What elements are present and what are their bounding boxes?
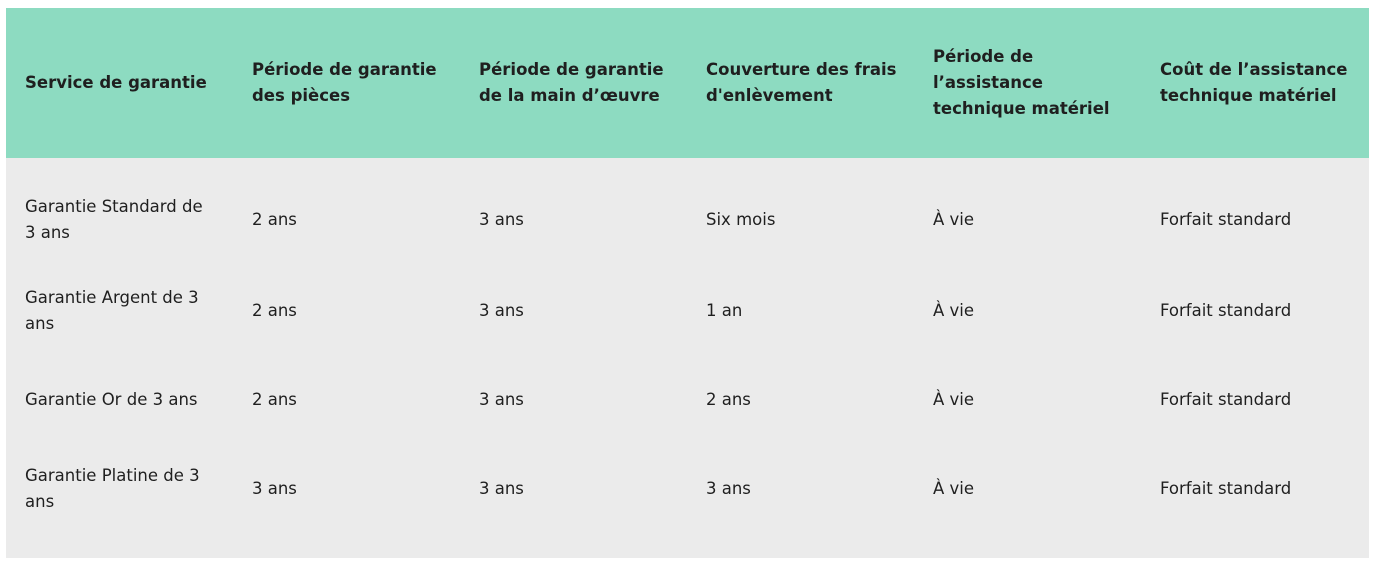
cell-removal-coverage: Six mois (706, 210, 776, 229)
cell-removal-coverage: 2 ans (706, 389, 751, 409)
header-support-cost: Coût de l’assistance technique matériel (1160, 60, 1348, 105)
cell-support-period: À vie (933, 300, 975, 320)
cell-removal-coverage: 1 an (706, 300, 743, 320)
cell-service: Garantie Or de 3 ans (25, 389, 198, 409)
table-row (6, 355, 1369, 444)
table-body (6, 158, 1369, 533)
cell-support-cost: Forfait standard (1160, 210, 1292, 229)
header-parts-period: Période de garantie des pièces (252, 60, 437, 105)
cell-labor-period: 3 ans (479, 300, 524, 320)
cell-support-period: À vie (933, 389, 975, 409)
cell-parts-period: 2 ans (252, 300, 297, 320)
cell-service: Garantie Argent de 3 ans (25, 287, 199, 333)
cell-support-period: À vie (933, 210, 975, 229)
cell-removal-coverage: 3 ans (706, 478, 751, 498)
cell-service: Garantie Platine de 3 ans (25, 465, 200, 511)
header-removal-coverage: Couverture des frais d'enlèvement (706, 60, 897, 105)
header-service: Service de garantie (25, 73, 207, 92)
cell-labor-period: 3 ans (479, 478, 524, 498)
table-row (6, 158, 1369, 266)
warranty-comparison-table (6, 8, 1369, 533)
cell-service: Garantie Standard de 3 ans (25, 197, 203, 242)
cell-support-cost: Forfait standard (1160, 389, 1292, 409)
header-row (6, 8, 1369, 158)
cell-support-cost: Forfait standard (1160, 478, 1292, 498)
cell-support-cost: Forfait standard (1160, 300, 1292, 320)
header-support-period: Période de l’assistance technique matériel (933, 47, 1110, 118)
cell-parts-period: 2 ans (252, 210, 297, 229)
cell-parts-period: 2 ans (252, 389, 297, 409)
cell-parts-period: 3 ans (252, 478, 297, 498)
header-labor-period: Période de garantie de la main d’œuvre (479, 60, 664, 105)
table-row (6, 444, 1369, 533)
table-row (6, 266, 1369, 355)
warranty-table-container (6, 8, 1369, 558)
cell-labor-period: 3 ans (479, 389, 524, 409)
cell-support-period: À vie (933, 478, 975, 498)
cell-labor-period: 3 ans (479, 210, 524, 229)
table-header (6, 8, 1369, 158)
